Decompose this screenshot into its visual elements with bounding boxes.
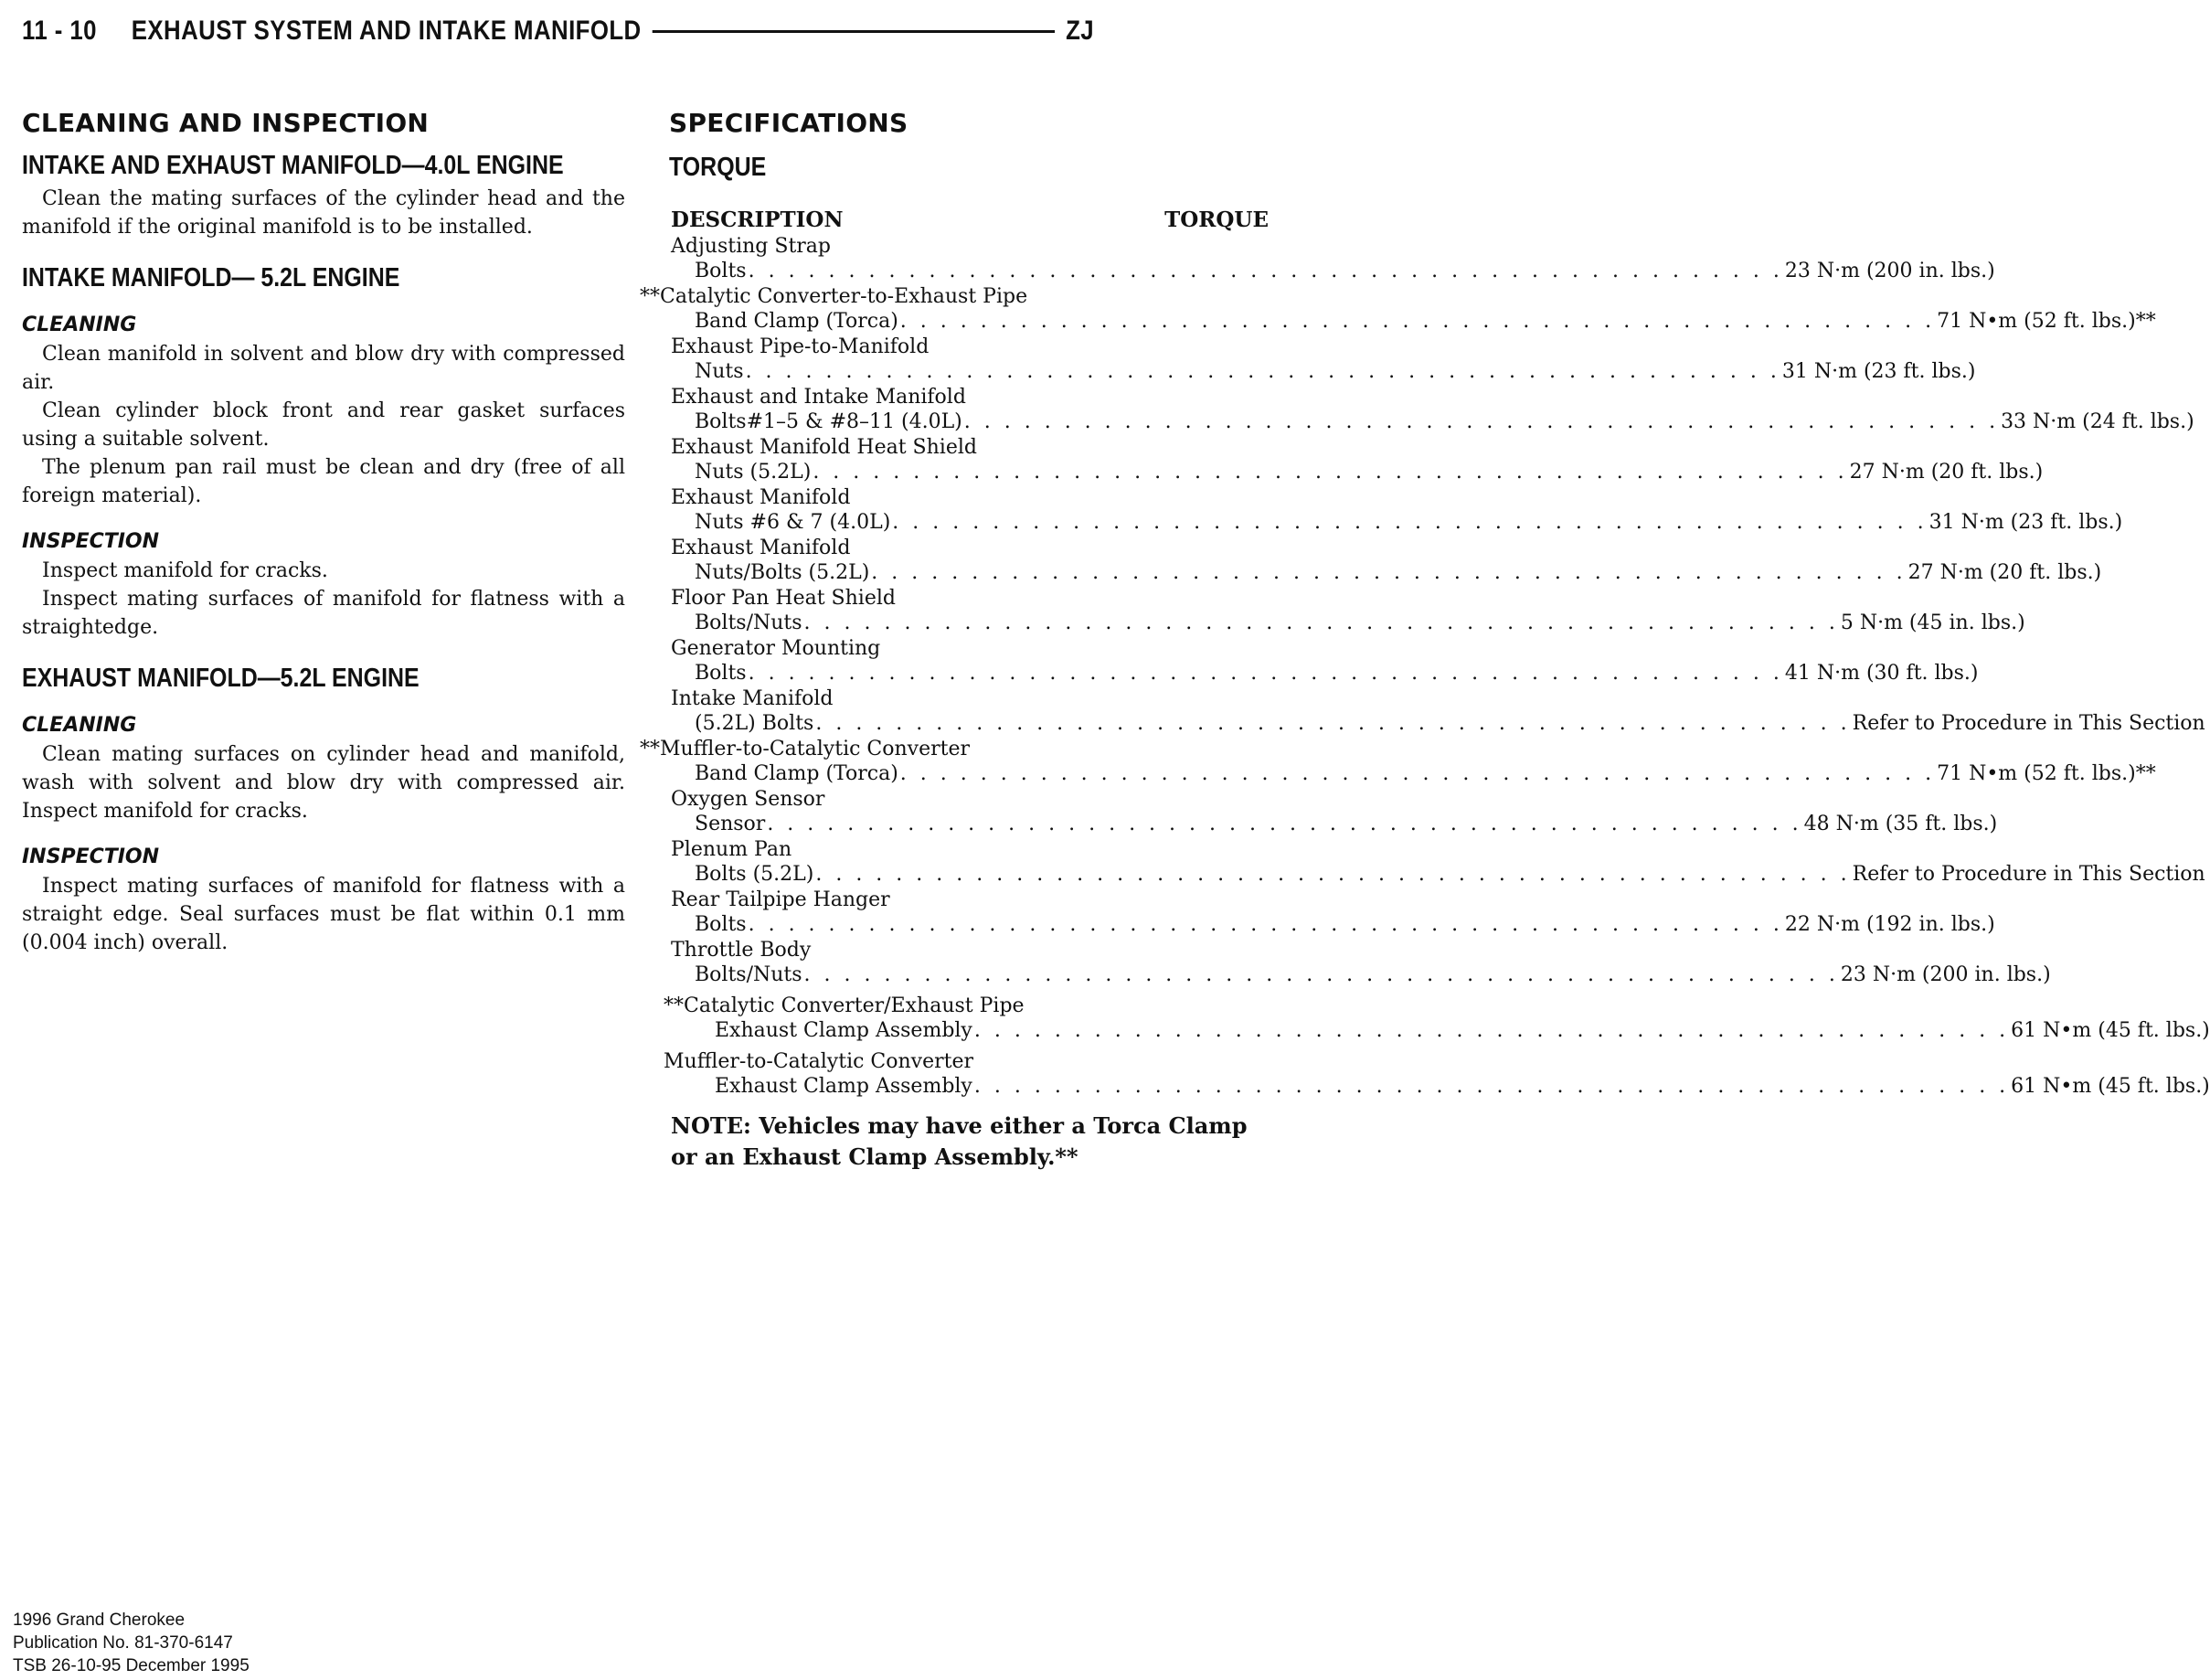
dot-leader: . . . . . . . . . . . . . . . . . . . . . . . . . . . . . . . . . . . . . . . . . . . . . . . . . . . . — [892, 511, 1928, 534]
torque-entry — [671, 837, 2205, 888]
cleaning-label: CLEANING — [22, 714, 137, 737]
torque-value: 33 N·m (24 ft. lbs.) — [2001, 410, 2194, 433]
section-title: INTAKE MANIFOLD— 5.2L ENGINE — [22, 263, 400, 292]
paragraph: Inspect mating surfaces of manifold for flatness with a straightedge. — [22, 588, 625, 639]
dot-leader: . . . . . . . . . . . . . . . . . . . . . . . . . . . . . . . . . . . . . . . . . . . . . . . . . . . . — [815, 863, 1851, 886]
torque-detail-label: Bolts#1–5 & #8–11 (4.0L) — [695, 410, 962, 433]
page-footer — [13, 1609, 250, 1677]
section-code: ZJ — [1066, 16, 1095, 46]
torque-detail-label: (5.2L) Bolts — [695, 712, 814, 735]
torque-item-name: Floor Pan Heat Shield — [671, 587, 896, 610]
torque-item-name: Exhaust and Intake Manifold — [671, 386, 966, 409]
dot-leader: . . . . . . . . . . . . . . . . . . . . . . . . . . . . . . . . . . . . . . . . . . . . . . . . . . . . — [803, 963, 1839, 986]
dot-leader: . . . . . . . . . . . . . . . . . . . . . . . . . . . . . . . . . . . . . . . . . . . . . . . . . . . . — [803, 611, 1839, 634]
torque-item-name: Exhaust Manifold — [671, 537, 851, 559]
torque-detail-label: Exhaust Clamp Assembly — [715, 1075, 972, 1098]
dot-leader: . . . . . . . . . . . . . . . . . . . . . . . . . . . . . . . . . . . . . . . . . . . . . . . . . . . . — [815, 712, 1851, 735]
torque-entry — [664, 994, 2210, 1044]
torque-item-name: Adjusting Strap — [671, 235, 832, 258]
dot-leader: . . . . . . . . . . . . . . . . . . . . . . . . . . . . . . . . . . . . . . . . . . . . . . . . . . . . — [973, 1019, 2010, 1042]
inspection-label: INSPECTION — [22, 845, 160, 868]
torque-detail-label: Nuts (5.2L) — [695, 461, 812, 484]
torque-detail-row — [671, 460, 2044, 485]
paragraph: Clean the mating surfaces of the cylinder head and the manifold if the original manifold is to be installed. — [22, 187, 625, 239]
header-rule — [653, 30, 1055, 33]
cleaning-inspection-heading: CLEANING AND INSPECTION — [22, 108, 430, 138]
torque-entry — [671, 787, 1998, 837]
torque-entry — [671, 586, 2025, 636]
torque-item-name: **Muffler-to-Catalytic Converter — [640, 738, 971, 760]
torque-item-name: Generator Mounting — [671, 637, 881, 660]
torque-detail-label: Band Clamp (Torca) — [695, 762, 898, 785]
section-title: INTAKE AND EXHAUST MANIFOLD—4.0L ENGINE — [22, 151, 564, 180]
torque-detail-row — [671, 761, 2156, 787]
torque-detail-row — [671, 711, 2205, 737]
torque-detail-label: Bolts — [695, 260, 747, 282]
torque-value: 71 N•m (52 ft. lbs.)** — [1937, 310, 2156, 333]
torque-detail-row — [671, 611, 2025, 636]
cleaning-label: CLEANING — [22, 314, 137, 336]
dot-leader: . . . . . . . . . . . . . . . . . . . . . . . . . . . . . . . . . . . . . . . . . . . . . . . . . . . . — [871, 561, 1907, 584]
section-intake-5-2l — [22, 263, 625, 642]
torque-detail-label: Nuts #6 & 7 (4.0L) — [695, 511, 891, 534]
torque-item-name: Rear Tailpipe Hanger — [671, 888, 890, 911]
torque-item-name: Intake Manifold — [671, 687, 834, 710]
torque-note: NOTE: Vehicles may have either a Torca Clamp or an Exhaust Clamp Assembly.** — [671, 1112, 1248, 1170]
torque-detail-row — [671, 359, 1976, 385]
torque-entry — [671, 335, 1976, 385]
torque-entry — [671, 485, 2123, 536]
paragraph: Clean cylinder block front and rear gasket surfaces using a suitable solvent. — [22, 399, 625, 451]
torque-detail-row — [671, 862, 2205, 888]
torque-entry — [640, 284, 2156, 335]
torque-detail-row — [671, 812, 1998, 837]
torque-detail-row — [671, 1074, 2210, 1100]
torque-detail-label: Bolts — [695, 913, 747, 936]
torque-item-name: Exhaust Manifold Heat Shield — [671, 436, 977, 459]
dot-leader: . . . . . . . . . . . . . . . . . . . . . . . . . . . . . . . . . . . . . . . . . . . . . . . . . . . . — [767, 813, 1802, 835]
torque-column-header: TORQUE — [1164, 207, 1269, 232]
torque-detail-row — [671, 1018, 2210, 1044]
dot-leader: . . . . . . . . . . . . . . . . . . . . . . . . . . . . . . . . . . . . . . . . . . . . . . . . . . . . — [899, 310, 1936, 333]
torque-entry — [671, 234, 1995, 284]
paragraph: Clean manifold in solvent and blow dry with compressed air. — [22, 343, 625, 394]
torque-detail-row — [671, 962, 2051, 988]
paragraph: Clean mating surfaces on cylinder head and manifold, wash with solvent and blow dry with compressed air. Inspect manifold for cracks. — [22, 743, 625, 823]
specifications-heading: SPECIFICATIONS — [669, 108, 908, 138]
chapter-title: EXHAUST SYSTEM AND INTAKE MANIFOLD — [131, 16, 642, 46]
inspection-label: INSPECTION — [22, 530, 160, 553]
torque-detail-label: Bolts/Nuts — [695, 963, 802, 986]
page-header — [22, 13, 1094, 49]
dot-leader: . . . . . . . . . . . . . . . . . . . . . . . . . . . . . . . . . . . . . . . . . . . . . . . . . . . . — [963, 410, 2000, 433]
torque-value: 5 N·m (45 in. lbs.) — [1840, 611, 2025, 634]
torque-value: 48 N·m (35 ft. lbs.) — [1803, 813, 1998, 835]
torque-item-name: Throttle Body — [671, 939, 812, 962]
dot-leader: . . . . . . . . . . . . . . . . . . . . . . . . . . . . . . . . . . . . . . . . . . . . . . . . . . . . — [899, 762, 1936, 785]
dot-leader: . . . . . . . . . . . . . . . . . . . . . . . . . . . . . . . . . . . . . . . . . . . . . . . . . . . . — [748, 913, 1783, 936]
section-exhaust-5-2l — [22, 664, 625, 957]
torque-item-name: Muffler-to-Catalytic Converter — [664, 1050, 974, 1073]
dot-leader: . . . . . . . . . . . . . . . . . . . . . . . . . . . . . . . . . . . . . . . . . . . . . . . . . . . . — [745, 360, 1780, 383]
tsb-date: TSB 26-10-95 December 1995 — [13, 1656, 250, 1675]
description-column-header: DESCRIPTION — [671, 207, 844, 232]
dot-leader: . . . . . . . . . . . . . . . . . . . . . . . . . . . . . . . . . . . . . . . . . . . . . . . . . . . . — [748, 260, 1783, 282]
torque-value: 31 N·m (23 ft. lbs.) — [1928, 511, 2123, 534]
torque-entry — [671, 636, 1979, 686]
torque-value: 31 N·m (23 ft. lbs.) — [1781, 360, 1976, 383]
torque-detail-label: Bolts/Nuts — [695, 611, 802, 634]
torque-value: 23 N·m (200 in. lbs.) — [1784, 260, 1995, 282]
torque-item-name: Oxygen Sensor — [671, 788, 825, 811]
torque-item-name: **Catalytic Converter-to-Exhaust Pipe — [640, 285, 1028, 308]
section-intake-exhaust-4-0l — [22, 151, 625, 241]
torque-item-name: Exhaust Manifold — [671, 486, 851, 509]
torque-detail-label: Nuts/Bolts (5.2L) — [695, 561, 870, 584]
torque-value: 22 N·m (192 in. lbs.) — [1784, 913, 1995, 936]
torque-value: 61 N•m (45 ft. lbs.) — [2011, 1075, 2210, 1098]
page-number: 11 - 10 — [22, 16, 97, 46]
torque-item-name: **Catalytic Converter/Exhaust Pipe — [664, 994, 1025, 1017]
torque-entry — [671, 686, 2205, 737]
torque-entry — [664, 1049, 2210, 1100]
torque-detail-row — [671, 560, 2102, 586]
torque-detail-label: Sensor — [695, 813, 766, 835]
torque-entry — [671, 938, 2051, 988]
torque-value: Refer to Procedure in This Section — [1852, 863, 2205, 886]
torque-entry — [640, 737, 2156, 787]
torque-item-name: Plenum Pan — [671, 838, 792, 861]
torque-value: 23 N·m (200 in. lbs.) — [1840, 963, 2051, 986]
vehicle-line: 1996 Grand Cherokee — [13, 1611, 186, 1630]
torque-detail-label: Bolts — [695, 662, 747, 685]
torque-detail-label: Exhaust Clamp Assembly — [715, 1019, 972, 1042]
right-column — [640, 108, 2210, 1173]
torque-entry — [671, 536, 2102, 586]
torque-value: 27 N·m (20 ft. lbs.) — [1907, 561, 2102, 584]
torque-detail-label: Nuts — [695, 360, 744, 383]
torque-table — [640, 234, 2210, 1100]
paragraph: Inspect manifold for cracks. — [42, 559, 328, 582]
dot-leader: . . . . . . . . . . . . . . . . . . . . . . . . . . . . . . . . . . . . . . . . . . . . . . . . . . . . — [748, 662, 1783, 685]
torque-value: 61 N•m (45 ft. lbs.) — [2011, 1019, 2210, 1042]
torque-entry — [671, 385, 2194, 435]
torque-detail-row — [671, 309, 2156, 335]
dot-leader: . . . . . . . . . . . . . . . . . . . . . . . . . . . . . . . . . . . . . . . . . . . . . . . . . . . . — [813, 461, 1848, 484]
torque-heading: TORQUE — [669, 153, 767, 182]
publication-number: Publication No. 81-370-6147 — [13, 1633, 233, 1653]
torque-item-name: Exhaust Pipe-to-Manifold — [671, 335, 930, 358]
torque-value: 41 N·m (30 ft. lbs.) — [1784, 662, 1979, 685]
left-column — [22, 108, 625, 979]
section-title: EXHAUST MANIFOLD—5.2L ENGINE — [22, 664, 420, 693]
torque-detail-row — [671, 409, 2194, 435]
paragraph: Inspect mating surfaces of manifold for flatness with a straight edge. Seal surfaces must be flat within 0.1 mm (0.004 inch) overall. — [22, 875, 625, 954]
torque-detail-row — [671, 912, 1995, 938]
torque-detail-label: Bolts (5.2L) — [695, 863, 814, 886]
torque-detail-row — [671, 259, 1995, 284]
torque-entry — [671, 888, 1995, 938]
torque-detail-label: Band Clamp (Torca) — [695, 310, 898, 333]
torque-detail-row — [671, 661, 1979, 686]
torque-detail-row — [671, 510, 2123, 536]
paragraph: The plenum pan rail must be clean and dry (free of all foreign material). — [22, 456, 625, 507]
dot-leader: . . . . . . . . . . . . . . . . . . . . . . . . . . . . . . . . . . . . . . . . . . . . . . . . . . . . — [973, 1075, 2010, 1098]
torque-entry — [671, 435, 2044, 485]
torque-value: 71 N•m (52 ft. lbs.)** — [1937, 762, 2156, 785]
torque-value: Refer to Procedure in This Section — [1852, 712, 2205, 735]
torque-table-header — [671, 207, 1269, 234]
torque-value: 27 N·m (20 ft. lbs.) — [1849, 461, 2044, 484]
